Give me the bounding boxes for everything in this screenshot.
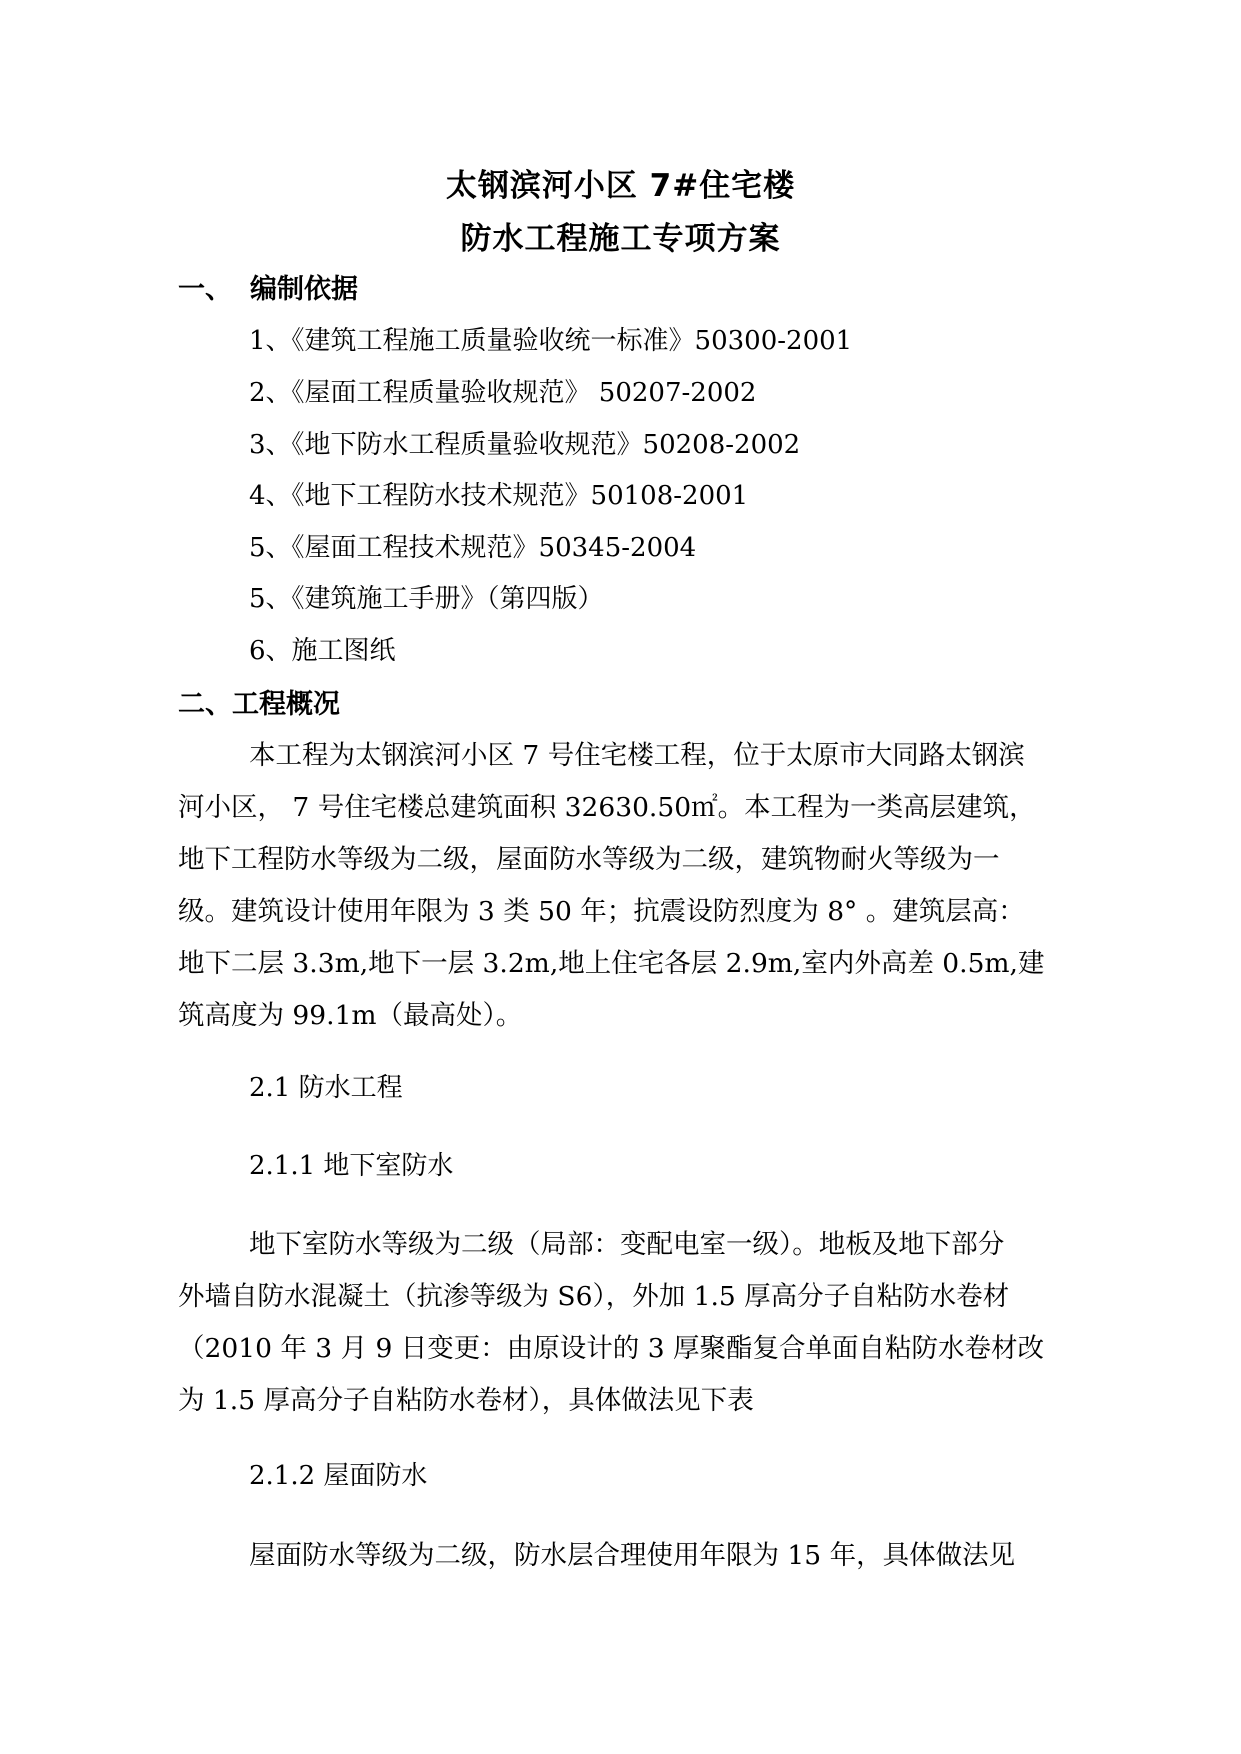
reference-item: 2、《屋面工程质量验收规范》 50207-2002 [249,378,757,408]
reference-item: 1、《建筑工程施工质量验收统一标准》50300-2001 [249,326,853,356]
overview-line: 级。建筑设计使用年限为 3 类 50 年；抗震设防烈度为 8° 。建筑层高： [178,896,1025,927]
roof-line: 屋面防水等级为二级，防水层合理使用年限为 15 年，具体做法见 [249,1540,1016,1571]
overview-line: 地下工程防水等级为二级，屋面防水等级为二级，建筑物耐火等级为一 [178,844,1000,875]
section2-heading: 二、工程概况 [178,689,340,720]
document-title-line2: 防水工程施工专项方案 [460,221,781,257]
basement-line: 外墙自防水混凝土（抗渗等级为 S6），外加 1.5 厚高分子自粘防水卷材 [178,1281,1010,1312]
overview-line: 本工程为太钢滨河小区 7 号住宅楼工程，位于太原市大同路太钢滨 [249,740,1025,771]
section1-heading [178,267,358,306]
overview-line: 地下二层 3.3m,地下一层 3.2m,地上住宅各层 2.9m,室内外高差 0.5m,建 [178,948,1045,979]
basement-line: 为 1.5 厚高分子自粘防水卷材），具体做法见下表 [178,1385,754,1416]
basement-line: 地下室防水等级为二级（局部：变配电室一级）。地板及地下部分 [249,1229,1005,1260]
reference-item: 5、《屋面工程技术规范》50345-2004 [249,533,697,563]
section1-title: 编制依据 [250,274,358,305]
section1-number: 一、 [178,274,232,305]
document-title-line1: 太钢滨河小区 7#住宅楼 [445,168,796,204]
subsection-2-1-2: 2.1.2 屋面防水 [249,1461,428,1491]
subsection-2-1: 2.1 防水工程 [249,1073,403,1103]
overview-line: 河小区， 7 号住宅楼总建筑面积 32630.50㎡。本工程为一类高层建筑， [178,792,1036,823]
subsection-2-1-1: 2.1.1 地下室防水 [249,1151,454,1181]
basement-line: （2010 年 3 月 9 日变更：由原设计的 3 厚聚酯复合单面自粘防水卷材改 [178,1333,1044,1364]
overview-line: 筑高度为 99.1m（最高处）。 [178,1000,523,1031]
reference-item: 4、《地下工程防水技术规范》50108-2001 [249,481,749,511]
reference-item: 6、施工图纸 [249,636,396,666]
reference-item: 5、《建筑施工手册》（第四版） [249,584,604,614]
reference-item: 3、《地下防水工程质量验收规范》50208-2002 [249,430,801,460]
